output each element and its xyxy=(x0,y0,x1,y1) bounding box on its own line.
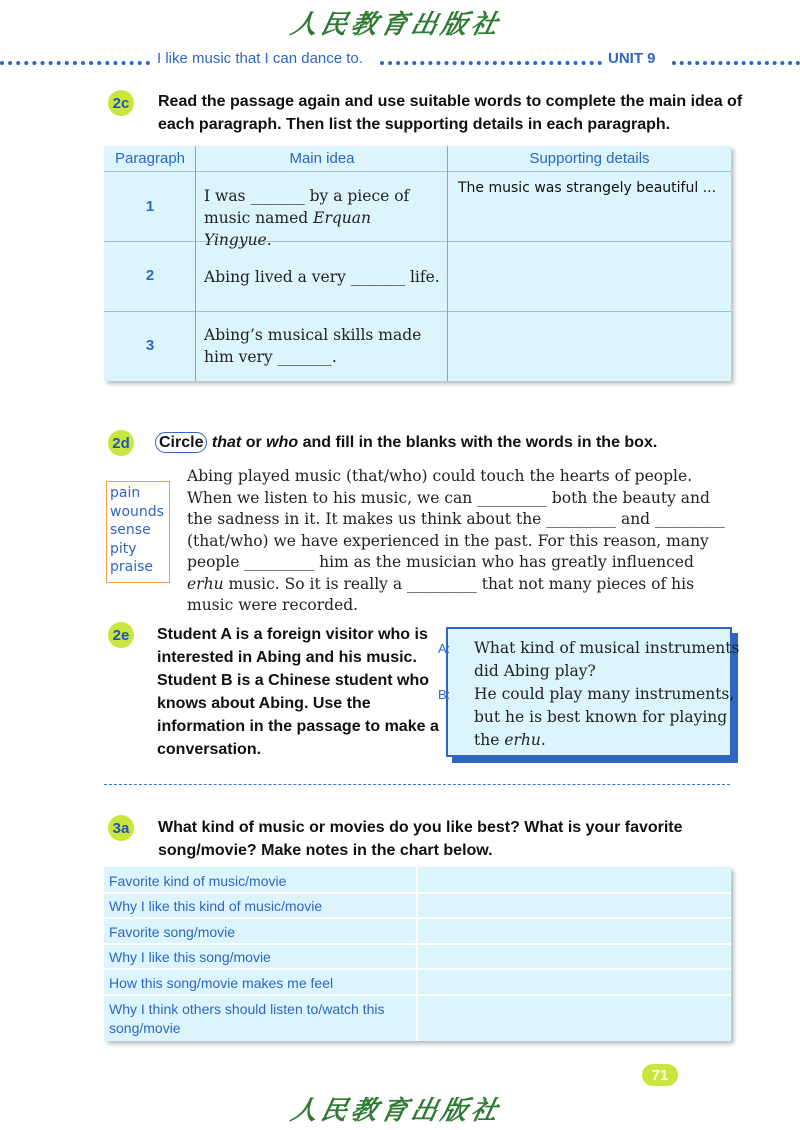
notes-chart xyxy=(104,867,731,1041)
dialog-line-b: B: He could play many instruments, but he is best known for playing the erhu. xyxy=(438,685,735,749)
notes-row-label: Why I like this song/movie xyxy=(109,949,271,965)
table-column-rule-2 xyxy=(447,146,448,381)
notes-answer-cell[interactable] xyxy=(420,945,731,968)
section-divider xyxy=(104,784,730,785)
exercise-2d-instruction xyxy=(155,431,755,454)
main-idea-cell[interactable]: Abing lived a very _______ life. xyxy=(204,268,440,286)
word-box xyxy=(106,481,170,583)
notes-answer-cell[interactable] xyxy=(420,970,731,994)
exercise-badge-2c: 2c xyxy=(108,90,134,116)
sample-dialog-box xyxy=(438,627,740,757)
paragraph-number: 2 xyxy=(145,267,155,284)
word-box-item: sense xyxy=(110,522,151,538)
exercise-badge-3a: 3a xyxy=(108,815,134,841)
header-dotted-rule-mid xyxy=(380,61,602,65)
supporting-details-cell[interactable] xyxy=(458,320,726,375)
dialog-line-a: A: What kind of musical instruments did Abing play? xyxy=(438,639,740,680)
who-word: who xyxy=(266,434,299,451)
word-box-item: pity xyxy=(110,540,137,557)
header-dotted-rule-right xyxy=(672,61,800,65)
header-dotted-rule-left xyxy=(0,61,150,65)
speaker-b-label: B: xyxy=(438,687,451,702)
publisher-logo-top: 人民教育出版社 xyxy=(287,10,505,40)
page-number: 71 xyxy=(642,1064,678,1086)
notes-answer-cell[interactable] xyxy=(420,894,731,917)
notes-row-label: Favorite kind of music/movie xyxy=(109,873,287,889)
word-box-item: wounds xyxy=(110,503,164,520)
notes-row-label: Favorite song/movie xyxy=(109,924,236,940)
speaker-a-label: A: xyxy=(438,641,451,656)
notes-row-label: How this song/movie makes me feel xyxy=(109,975,334,991)
exercise-badge-2d: 2d xyxy=(108,430,134,456)
publisher-logo-bottom: 人民教育出版社 xyxy=(287,1096,505,1126)
column-header-main-idea: Main idea xyxy=(289,150,355,167)
supporting-details-cell[interactable]: The music was strangely beautiful ... xyxy=(458,180,717,196)
exercise-2c-instruction: Read the passage again and use suitable words to complete the main idea of each paragraph. Then list the supporting details in each paragraph. xyxy=(158,93,743,133)
column-header-paragraph: Paragraph xyxy=(114,150,186,167)
exercise-3a-instruction: What kind of music or movies do you like best? What is your favorite song/movie? Make notes in the chart below. xyxy=(158,819,683,859)
circle-word: Circle xyxy=(155,432,207,453)
main-idea-cell[interactable]: Abing’s musical skills made him very _______. xyxy=(204,326,422,366)
that-word: that xyxy=(211,434,242,451)
table-row-rule-2 xyxy=(104,311,731,312)
fill-in-passage: Abing played music (that/who) could touch the hearts of people. When we listen to his music, we can _________ both the beauty and the sadness in it. It makes us think about the _________ and _________ (that/who) we have experienced in the past. For this reason, many people _________ him as the musician who has greatly influenced erhu music. So it is really a _________ that not many pieces of his music were recorded. xyxy=(187,467,725,614)
word-box-item: praise xyxy=(110,559,154,575)
notes-row-label: Why I like this kind of music/movie xyxy=(109,898,323,914)
notes-answer-cell[interactable] xyxy=(420,996,731,1041)
unit-label: UNIT 9 xyxy=(608,50,656,67)
or-word: or xyxy=(245,434,262,451)
table-header-rule xyxy=(104,171,731,172)
notes-answer-cell[interactable] xyxy=(420,919,731,943)
notes-row-label: Why I think others should listen to/watch this song/movie xyxy=(109,1001,385,1036)
main-idea-cell[interactable]: I was _______ by a piece of music named Erquan Yingyue. xyxy=(204,187,410,249)
column-header-supporting-details: Supporting details xyxy=(529,150,650,167)
paragraph-number: 1 xyxy=(145,198,155,215)
instruction-rest: and fill in the blanks with the words in the box. xyxy=(302,434,658,451)
word-box-item: pain xyxy=(110,485,141,501)
exercise-badge-2e: 2e xyxy=(108,622,134,648)
supporting-details-cell[interactable] xyxy=(458,250,726,305)
notes-answer-cell[interactable] xyxy=(420,867,731,892)
paragraph-number: 3 xyxy=(145,337,155,354)
exercise-2e-instruction: Student A is a foreign visitor who is interested in Abing and his music. Student B is a Chinese student who knows about Abing. Use the information in the passage to make a conversation. xyxy=(157,626,439,758)
main-idea-table xyxy=(104,146,731,381)
unit-title: I like music that I can dance to. xyxy=(157,50,363,67)
